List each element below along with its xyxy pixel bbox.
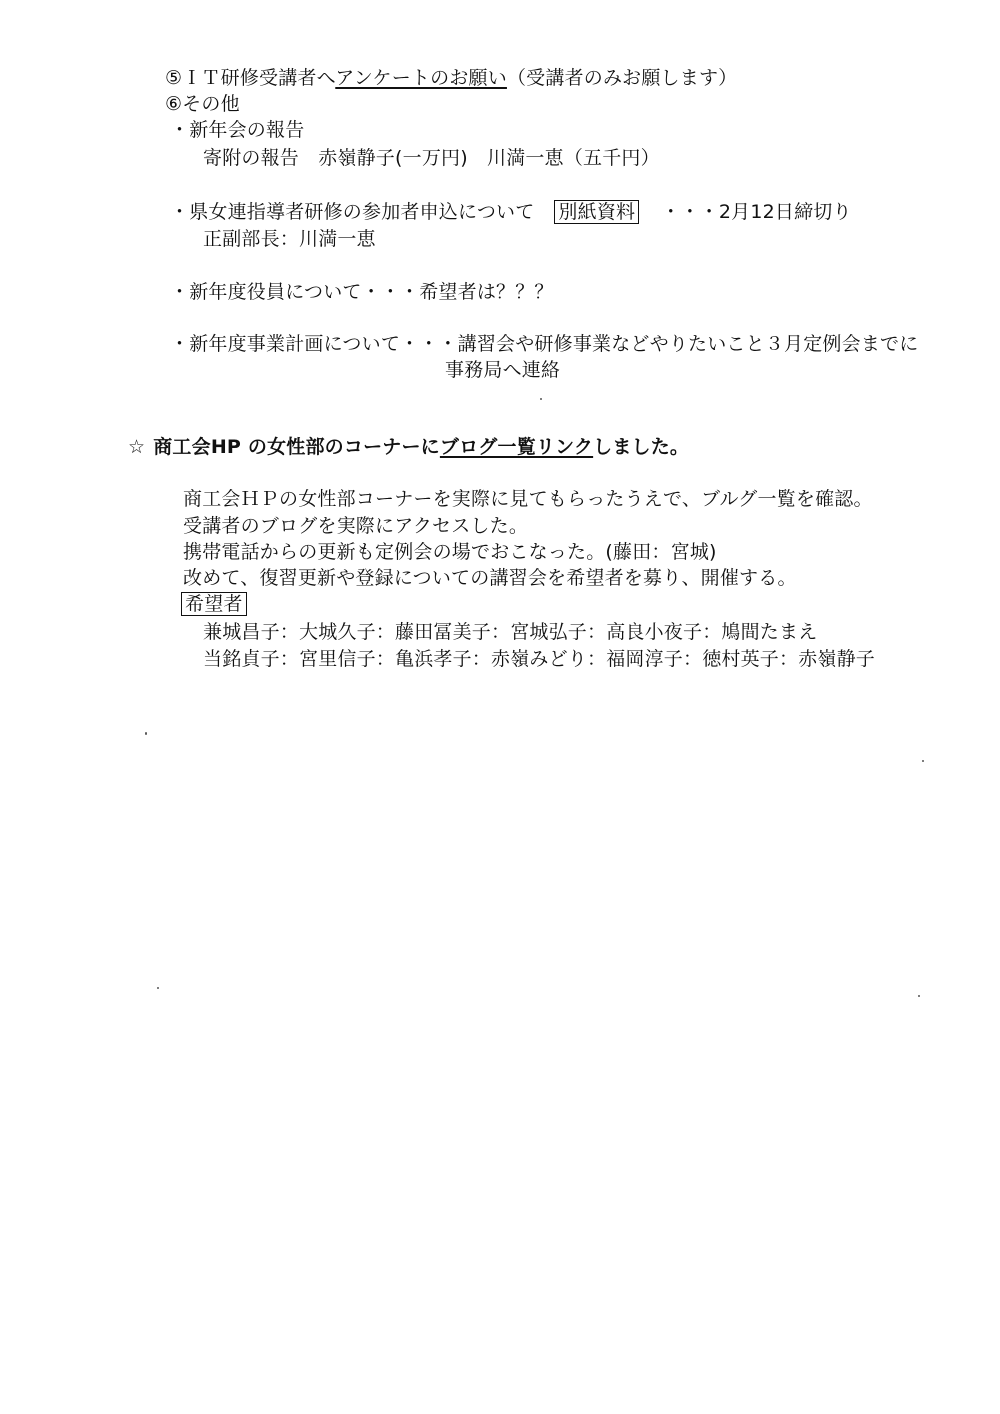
item-5-line: [165, 66, 737, 90]
blog-line-4: 改めて、復習更新や登録についての講習会を希望者を募り、開催する。: [183, 567, 797, 589]
training-application-text: ・県女連指導者研修の参加者申込について: [170, 201, 535, 223]
applicants-label: 希望者: [181, 592, 247, 616]
blog-title-prefix: 商工会HP の女性部のコーナーに: [153, 436, 440, 458]
applicants-label-line: [181, 592, 247, 616]
blog-title-underlined: ブログ一覧リンク: [439, 436, 594, 458]
plan-line-1: ・新年度事業計画について・・・講習会や研修事業などやりたいこと３月定例会までに: [170, 333, 919, 355]
item-5-suffix: （受講者のみお願します）: [506, 67, 738, 89]
scan-speck: [922, 760, 924, 762]
blog-line-2: 受講者のブログを実際にアクセスした。: [183, 515, 529, 537]
applicants-line-1: 兼城昌子：大城久子：藤田冨美子：宮城弘子：高良小夜子：鳩間たまえ: [203, 621, 818, 643]
training-application-line: [170, 200, 852, 224]
blog-title-suffix: しました。: [593, 436, 690, 458]
officers-line: ・新年度役員について・・・希望者は？？？: [170, 281, 554, 303]
plan-line-2: 事務局へ連絡: [445, 359, 561, 381]
blog-line-3: 携帯電話からの更新も定例会の場でおこなった。(藤田：宮城): [183, 541, 717, 563]
item-5-prefix: ⑤ＩＴ研修受講者へ: [165, 67, 336, 89]
blog-section-title: [128, 435, 689, 459]
item-6-label: ⑥その他: [165, 93, 240, 115]
scan-speck: [540, 398, 542, 400]
scan-speck: [145, 732, 147, 735]
training-deadline: ・・・2月12日締切り: [661, 201, 852, 223]
applicants-line-2: 当銘貞子：宮里信子：亀浜孝子：赤嶺みどり：福岡淳子：徳村英子：赤嶺静子: [203, 648, 876, 670]
scan-speck: [918, 995, 920, 997]
star-icon: ☆: [128, 436, 146, 458]
separate-document-box: 別紙資料: [554, 200, 639, 224]
item-5-underlined: アンケートのお願い: [335, 67, 507, 89]
blog-line-1: 商工会ＨＰの女性部コーナーを実際に見てもらったうえで、ブルグ一覧を確認。: [183, 488, 873, 510]
training-attendee: 正副部長：川満一恵: [203, 228, 376, 250]
new-year-party-heading: ・新年会の報告: [170, 119, 305, 141]
donation-report: 寄附の報告 赤嶺静子(一万円) 川満一恵（五千円）: [203, 147, 660, 169]
scan-speck: [157, 987, 159, 989]
